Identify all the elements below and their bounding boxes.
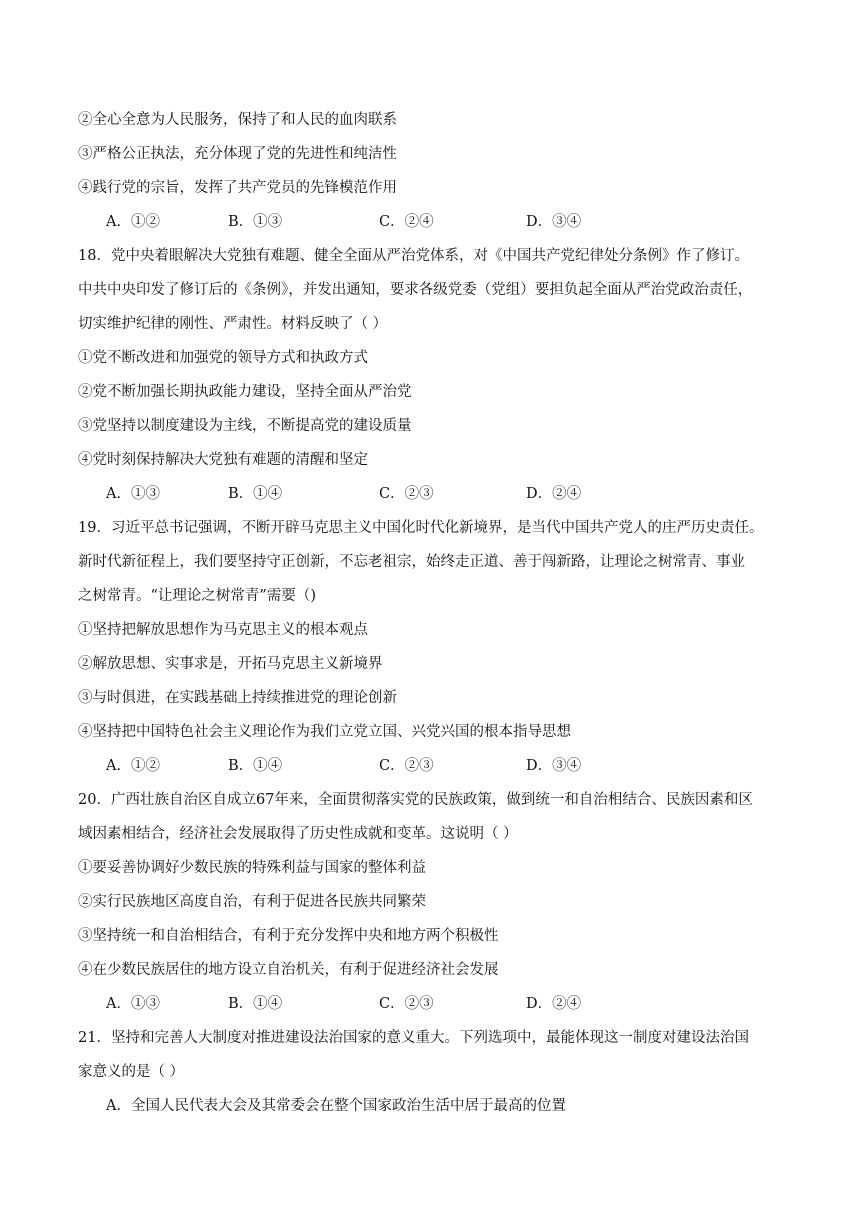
- q19-item-3: ③与时俱进，在实践基础上持续推进党的理论创新: [78, 690, 397, 706]
- q21-stem-line-2: 家意义的是（ ）: [78, 1064, 185, 1080]
- q18-option-b: B．①④: [228, 486, 283, 502]
- q18-stem-line-3: 切实维护纪律的刚性、严肃性。材料反映了（ ）: [78, 316, 388, 332]
- q17-option-b: B．①③: [228, 214, 283, 230]
- q18-stem-line-2: 中共中央印发了修订后的《条例》，并发出通知，要求各级党委（党组）要担负起全面从严治党政治责任，: [78, 282, 753, 298]
- q19-option-b: B．①④: [228, 758, 283, 774]
- q17-item-4: ④践行党的宗旨，发挥了共产党员的先锋模范作用: [78, 180, 397, 196]
- q19-stem-line-2: 新时代新征程上，我们要坚持守正创新，不忘老祖宗，始终走正道、善于闯新路，让理论之树常青、事业: [78, 554, 745, 570]
- q19-stem-line-1: 19．习近平总书记强调，不断开辟马克思主义中国化时代化新境界，是当代中国共产党人的庄严历史责任。: [78, 520, 764, 536]
- q19-option-d: D．③④: [526, 758, 582, 774]
- q20-option-a: A．①③: [106, 996, 160, 1012]
- q20-stem-line-1: 20．广西壮族自治区自成立67年来，全面贯彻落实党的民族政策，做到统一和自治相结合、民族因素和区: [78, 792, 753, 808]
- q18-option-d: D．②④: [526, 486, 582, 502]
- q17-item-3: ③严格公正执法，充分体现了党的先进性和纯洁性: [78, 146, 397, 162]
- q20-item-2: ②实行民族地区高度自治，有利于促进各民族共同繁荣: [78, 894, 426, 910]
- q17-item-2: ②全心全意为人民服务，保持了和人民的血肉联系: [78, 112, 397, 128]
- q20-option-d: D．②④: [526, 996, 582, 1012]
- q18-item-2: ②党不断加强长期执政能力建设，坚持全面从严治党: [78, 384, 412, 400]
- q19-option-a: A．①②: [106, 758, 160, 774]
- q21-option-a: A．全国人民代表大会及其常委会在整个国家政治生活中居于最高的位置: [106, 1098, 566, 1114]
- q18-option-c: C．②③: [379, 486, 434, 502]
- q18-stem-line-1: 18．党中央着眼解决大党独有难题、健全全面从严治党体系，对《中国共产党纪律处分条例》作了修订。: [78, 248, 749, 264]
- q20-option-b: B．①④: [228, 996, 283, 1012]
- q18-item-3: ③党坚持以制度建设为主线，不断提高党的建设质量: [78, 418, 412, 434]
- q19-item-4: ④坚持把中国特色社会主义理论作为我们立党立国、兴党兴国的根本指导思想: [78, 724, 571, 740]
- q20-stem-line-2: 域因素相结合，经济社会发展取得了历史性成就和变革。这说明（ ）: [78, 826, 518, 842]
- q20-item-4: ④在少数民族居住的地方设立自治机关，有利于促进经济社会发展: [78, 962, 499, 978]
- q19-stem-line-3: 之树常青。“让理论之树常青”需要（): [78, 588, 316, 604]
- q19-option-c: C．②③: [379, 758, 434, 774]
- q21-stem-line-1: 21．坚持和完善人大制度对推进建设法治国家的意义重大。下列选项中，最能体现这一制度对建设法治国: [78, 1030, 749, 1046]
- q19-item-1: ①坚持把解放思想作为马克思主义的根本观点: [78, 622, 368, 638]
- q18-item-1: ①党不断改进和加强党的领导方式和执政方式: [78, 350, 368, 366]
- q20-item-3: ③坚持统一和自治相结合，有利于充分发挥中央和地方两个积极性: [78, 928, 499, 944]
- q17-option-d: D．③④: [526, 214, 582, 230]
- q19-item-2: ②解放思想、实事求是，开拓马克思主义新境界: [78, 656, 383, 672]
- q18-option-a: A．①③: [106, 486, 160, 502]
- q20-item-1: ①要妥善协调好少数民族的特殊利益与国家的整体利益: [78, 860, 426, 876]
- q18-item-4: ④党时刻保持解决大党独有难题的清醒和坚定: [78, 452, 368, 468]
- q17-option-c: C．②④: [379, 214, 434, 230]
- q20-option-c: C．②③: [379, 996, 434, 1012]
- q17-option-a: A．①②: [106, 214, 160, 230]
